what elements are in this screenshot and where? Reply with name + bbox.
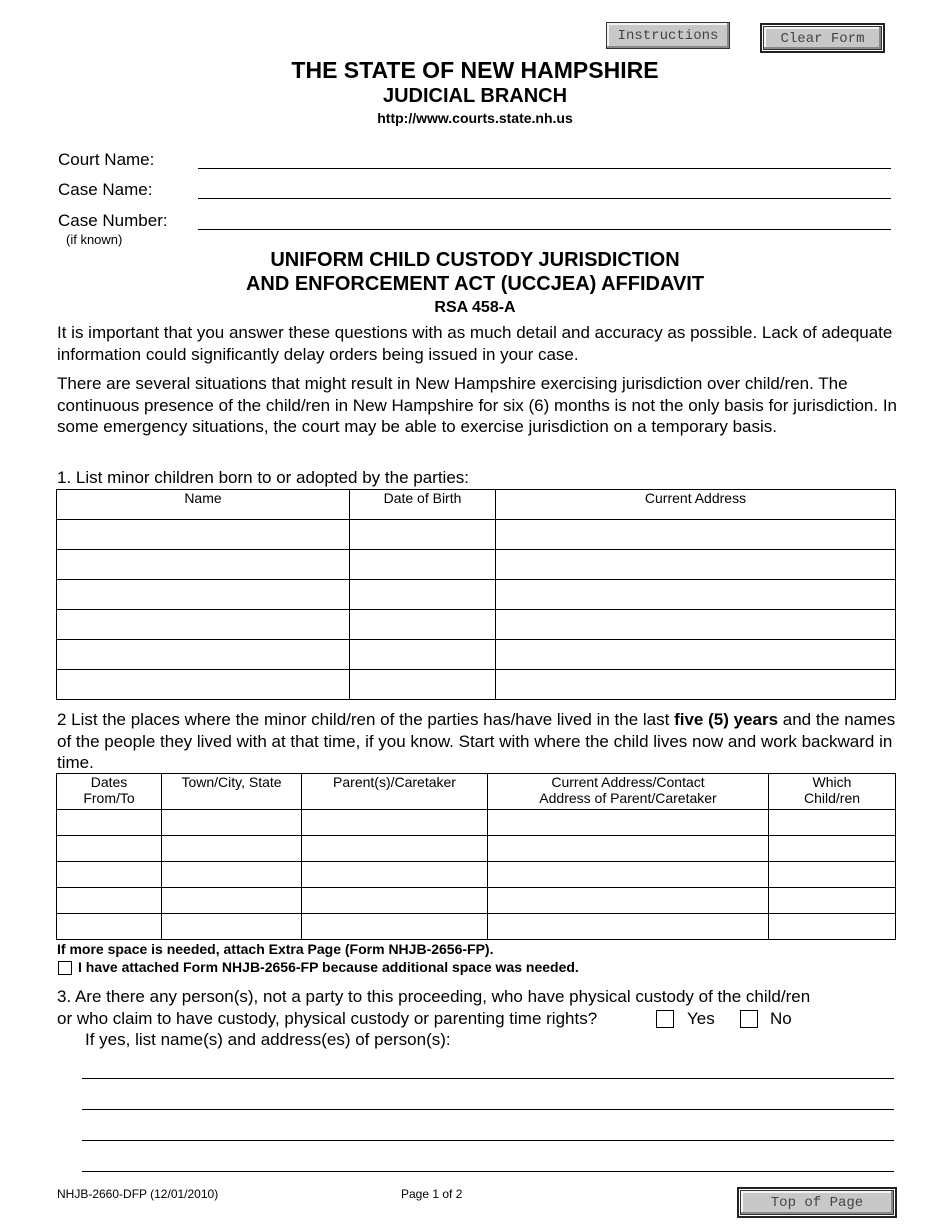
contact-cell[interactable] [488, 836, 769, 862]
q3-no-label: No [770, 1009, 792, 1028]
table-row [57, 520, 896, 550]
court-name-field[interactable] [198, 168, 891, 169]
child-address-cell[interactable] [496, 640, 896, 670]
dates-cell[interactable] [57, 888, 162, 914]
court-name-label: Court Name: [58, 150, 155, 169]
table-row [57, 836, 896, 862]
case-name-field[interactable] [198, 198, 891, 199]
q3-line2: or who claim to have custody, physical custody or parenting time rights? [57, 1009, 598, 1028]
table-row [57, 610, 896, 640]
table-row [57, 580, 896, 610]
child-address-cell[interactable] [496, 670, 896, 700]
clear-form-button-frame[interactable] [760, 23, 885, 53]
table-row [57, 550, 896, 580]
town-cell[interactable] [162, 836, 302, 862]
which-children-cell[interactable] [769, 888, 896, 914]
court-url: http://www.courts.state.nh.us [377, 110, 573, 126]
child-address-cell[interactable] [496, 580, 896, 610]
instructions-button[interactable]: Instructions [606, 22, 730, 49]
residence-header-dates: Dates From/To [57, 774, 162, 810]
town-cell[interactable] [162, 862, 302, 888]
case-name-label: Case Name: [58, 180, 153, 199]
which-children-cell[interactable] [769, 810, 896, 836]
q3-answer-line[interactable] [82, 1109, 894, 1110]
form-title-line1: UNIFORM CHILD CUSTODY JURISDICTION [270, 249, 680, 271]
which-children-cell[interactable] [769, 914, 896, 940]
q3-answer-line[interactable] [82, 1140, 894, 1141]
parent-cell[interactable] [302, 836, 488, 862]
case-number-label: Case Number: [58, 211, 168, 230]
q1-label: 1. List minor children born to or adopted by the parties: [57, 468, 470, 487]
q3-answer-line[interactable] [82, 1171, 894, 1172]
parent-cell[interactable] [302, 862, 488, 888]
extra-space-note: If more space is needed, attach Extra Page (Form NHJB-2656-FP). [57, 941, 494, 957]
child-name-cell[interactable] [57, 640, 350, 670]
dates-cell[interactable] [57, 862, 162, 888]
parent-cell[interactable] [302, 914, 488, 940]
table-row [57, 888, 896, 914]
branch-title: JUDICIAL BRANCH [382, 85, 568, 107]
intro-paragraph-2: There are several situations that might result in New Hampshire exercising jurisdiction over child/ren. The continuous presence of the child/ren in New Hampshire for six (6) months is not the only basis for jurisdiction. In some emergency situations, the court may be able to exercise jurisdiction on a temporary basis. [57, 374, 898, 436]
child-name-cell[interactable] [57, 610, 350, 640]
children-header-dob: Date of Birth [350, 490, 496, 520]
form-rsa: RSA 458-A [434, 299, 516, 316]
children-header-address: Current Address [496, 490, 896, 520]
children-header-name: Name [57, 490, 350, 520]
town-cell[interactable] [162, 810, 302, 836]
residence-header-contact: Current Address/Contact Address of Parent/Caretaker [488, 774, 769, 810]
table-row [57, 862, 896, 888]
child-address-cell[interactable] [496, 550, 896, 580]
residence-header-town: Town/City, State [162, 774, 302, 810]
q2-label-bold: five (5) years [674, 710, 779, 729]
child-dob-cell[interactable] [350, 520, 496, 550]
attached-form-label: I have attached Form NHJB-2656-FP because additional space was needed. [78, 959, 579, 975]
child-dob-cell[interactable] [350, 610, 496, 640]
q3-yes-checkbox[interactable] [656, 1010, 674, 1028]
intro-paragraph-1: It is important that you answer these questions with as much detail and accuracy as possible. Lack of adequate information could significantly delay orders being issued in your case. [57, 323, 893, 364]
child-dob-cell[interactable] [350, 580, 496, 610]
form-id: NHJB-2660-DFP (12/01/2010) [57, 1187, 219, 1201]
contact-cell[interactable] [488, 888, 769, 914]
town-cell[interactable] [162, 888, 302, 914]
child-dob-cell[interactable] [350, 640, 496, 670]
child-address-cell[interactable] [496, 610, 896, 640]
children-table [56, 489, 896, 700]
residence-header-children: Which Child/ren [769, 774, 896, 810]
child-address-cell[interactable] [496, 520, 896, 550]
top-of-page-button-frame[interactable] [737, 1187, 897, 1218]
residence-header-parent: Parent(s)/Caretaker [302, 774, 488, 810]
contact-cell[interactable] [488, 914, 769, 940]
if-known-note: (if known) [66, 232, 123, 247]
contact-cell[interactable] [488, 810, 769, 836]
which-children-cell[interactable] [769, 862, 896, 888]
q3-followup: If yes, list name(s) and address(es) of person(s): [85, 1030, 451, 1049]
q3-line1: 3. Are there any person(s), not a party to this proceeding, who have physical custody of the child/ren [57, 987, 811, 1006]
table-row [57, 640, 896, 670]
child-name-cell[interactable] [57, 550, 350, 580]
q3-yes-label: Yes [687, 1009, 715, 1028]
parent-cell[interactable] [302, 810, 488, 836]
q2-label-start: 2 List the places where the minor child/ren of the parties has/have lived in the last [57, 710, 675, 729]
dates-cell[interactable] [57, 836, 162, 862]
table-row [57, 914, 896, 940]
residence-table [56, 773, 896, 940]
top-of-page-button[interactable]: Top of Page [740, 1190, 894, 1215]
child-name-cell[interactable] [57, 670, 350, 700]
parent-cell[interactable] [302, 888, 488, 914]
dates-cell[interactable] [57, 810, 162, 836]
q2-label [57, 709, 902, 774]
case-number-field[interactable] [198, 229, 891, 230]
child-name-cell[interactable] [57, 580, 350, 610]
table-row [57, 810, 896, 836]
dates-cell[interactable] [57, 914, 162, 940]
clear-form-button[interactable]: Clear Form [763, 26, 882, 50]
state-title: THE STATE OF NEW HAMPSHIRE [291, 57, 659, 83]
q2-label-end: and the names of the people they lived with at that time, if you know. Start with where the child lives now and work backward in time. [57, 710, 896, 772]
page-number: Page 1 of 2 [401, 1187, 463, 1201]
attached-form-checkbox[interactable] [58, 961, 72, 975]
q3-no-checkbox[interactable] [740, 1010, 758, 1028]
child-dob-cell[interactable] [350, 550, 496, 580]
child-dob-cell[interactable] [350, 670, 496, 700]
which-children-cell[interactable] [769, 836, 896, 862]
town-cell[interactable] [162, 914, 302, 940]
q3-answer-line[interactable] [82, 1078, 894, 1079]
contact-cell[interactable] [488, 862, 769, 888]
form-title-line2: AND ENFORCEMENT ACT (UCCJEA) AFFIDAVIT [245, 273, 705, 295]
table-row [57, 670, 896, 700]
child-name-cell[interactable] [57, 520, 350, 550]
